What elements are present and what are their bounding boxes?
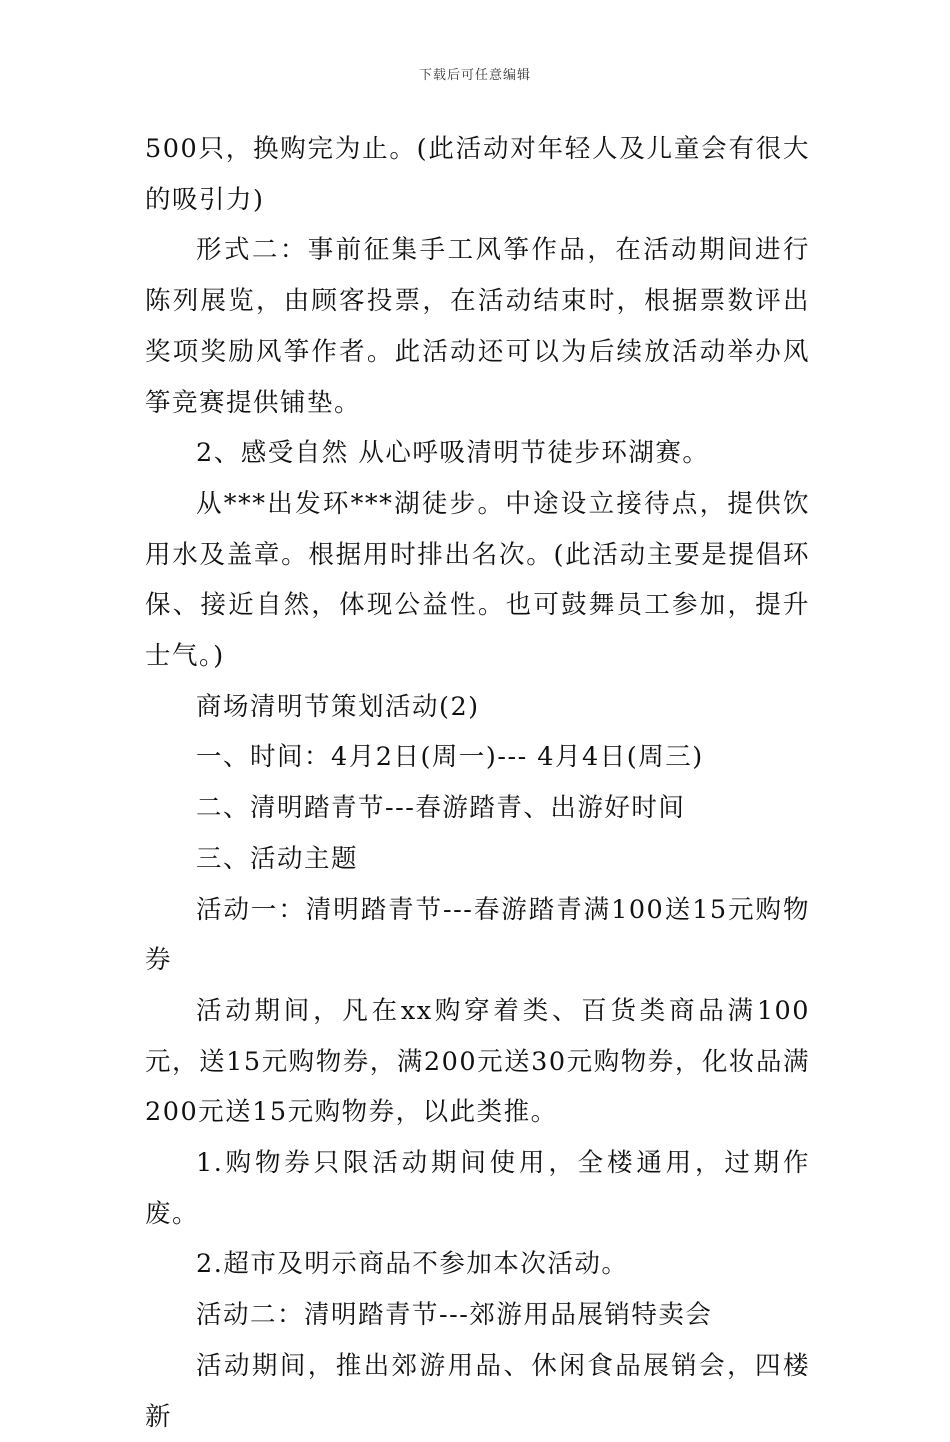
paragraph-1: 500只，换购完为止。(此活动对年轻人及儿童会有很大的吸引力)	[145, 134, 810, 215]
activity-two-title: 活动二：清明踏青节---郊游用品展销特卖会	[196, 1300, 713, 1331]
paragraph-4: 从***出发环***湖徒步。中途设立接待点，提供饮用水及盖章。根据用时排出名次。(此活动主要是提倡环保、接近自然，体现公益性。也可鼓舞员工参加，提升士气。)	[145, 488, 810, 672]
activity-theme-heading: 三、活动主题	[196, 843, 359, 874]
activity-one-body: 活动期间，凡在xx购穿着类、百货类商品满100元，送15元购物券，满200元送30元购物券，化妆品满200元送15元购物券，以此类推。	[145, 995, 810, 1128]
activity-two-body: 活动期间，推出郊游用品、休闲食品展销会，四楼新	[145, 1350, 810, 1432]
time-line: 一、时间：4月2日(周一)--- 4月4日(周三)	[196, 742, 704, 773]
paragraph-3: 2、感受自然 从心呼吸清明节徒步环湖赛。	[196, 438, 710, 469]
document-body	[145, 124, 810, 1442]
rule-2: 2.超市及明示商品不参加本次活动。	[196, 1249, 629, 1280]
activity-one-title: 活动一：清明踏青节---春游踏青满100送15元购物券	[145, 894, 810, 976]
page-header: 下载后可任意编辑	[418, 68, 531, 83]
rule-1: 1.购物券只限活动期间使用，全楼通用，过期作废。	[145, 1148, 810, 1229]
paragraph-2: 形式二：事前征集手工风筝作品，在活动期间进行陈列展览，由顾客投票，在活动结束时，根据票数评出奖项奖励风筝作者。此活动还可以为后续放活动举办风筝竞赛提供铺垫。	[145, 235, 810, 418]
theme-line: 二、清明踏青节---春游踏青、出游好时间	[196, 793, 686, 824]
section-heading: 商场清明节策划活动(2)	[196, 691, 480, 722]
